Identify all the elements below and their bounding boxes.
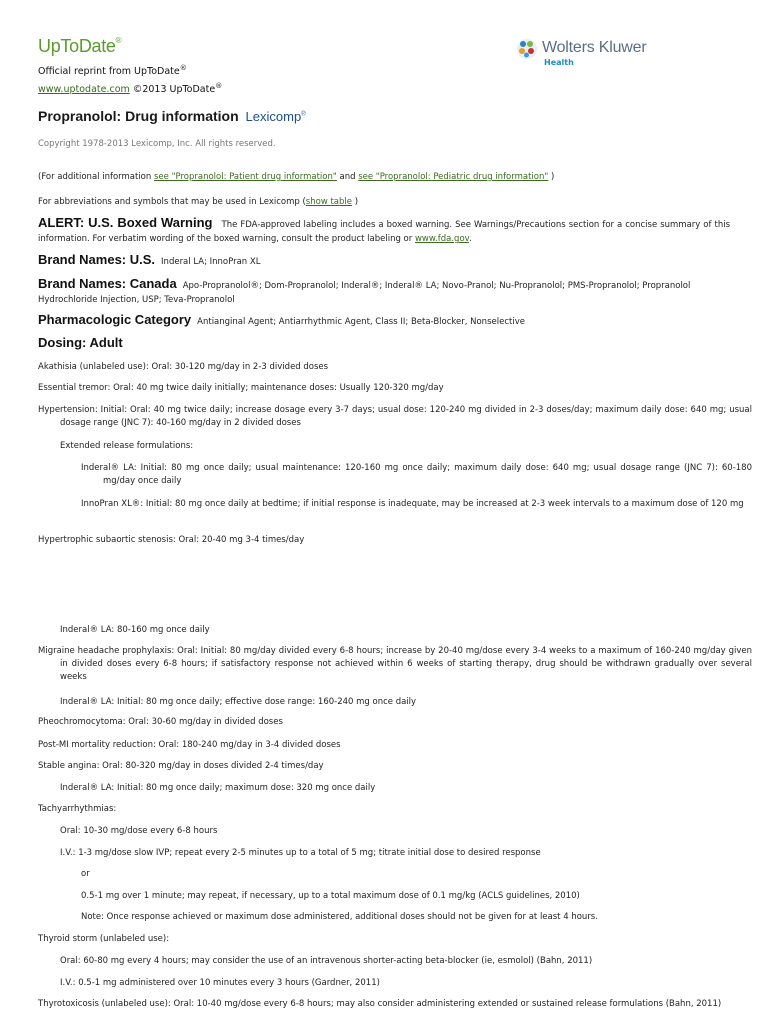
dose-thyroid-storm-iv: I.V.: 0.5-1 mg administered over 10 minutes every 3 hours (Gardner, 2011) [60,978,380,988]
alert-heading: ALERT: U.S. Boxed Warning [38,215,213,230]
dose-post-mi: Post-MI mortality reduction: Oral: 180-240 mg/day in 3-4 divided doses [38,740,341,750]
globe-icon [516,38,538,60]
dose-hypertension: Hypertension: Initial: Oral: 40 mg twice daily; increase dosage every 3-7 days; usual dose: 120-240 mg divided in 2-3 doses/day; maximum daily dose: 640 mg; usual dosage range (JNC 7): 40-160 mg/day in 2 divided doses [38,405,752,428]
dosing-adult-heading: Dosing: Adult [38,335,123,350]
dose-pheochromocytoma: Pheochromocytoma: Oral: 30-60 mg/day in divided doses [38,717,283,727]
dose-inderal-la-angina: Inderal® LA: Initial: 80 mg once daily; maximum dose: 320 mg once daily [60,783,376,793]
dose-thyrotoxicosis: Thyrotoxicosis (unlabeled use): Oral: 10-40 mg/dose every 6-8 hours; may also consider administering extended or sustained release formulations (Bahn, 2011) [38,999,722,1009]
dose-thyroid-storm: Thyroid storm (unlabeled use): [38,934,170,944]
dose-tachy-iv: I.V.: 1-3 mg/dose slow IVP; repeat every 2-5 minutes up to a total of 5 mg; titrate initial dose to desired response [60,848,541,858]
dose-tachy-oral: Oral: 10-30 mg/dose every 6-8 hours [60,826,218,836]
page-title: Propranolol: Drug information Lexicomp® [38,108,306,124]
dose-inderal-la-his: Inderal® LA: 80-160 mg once daily [60,625,210,635]
patient-info-link[interactable]: see "Propranolol: Patient drug information" [153,172,337,182]
dose-migraine: Migraine headache prophylaxis: Oral: Initial: 80 mg/day divided every 6-8 hours; increase by 20-40 mg/dose every 3-4 weeks to a maximum of 160-240 mg/day given in divided doses every 6-8 hours; if satisfactory response not achieved within 6 weeks of starting therapy, drug should be withdrawn gradually over several weeks [38,646,752,682]
show-table-link[interactable]: show table [305,197,352,207]
brand-us-heading: Brand Names: U.S. [38,252,156,267]
brand-canada-heading: Brand Names: Canada [38,276,177,291]
uptodate-site-link[interactable]: www.uptodate.com [38,84,130,96]
brand-names-us: Brand Names: U.S. Inderal LA; InnoPran XL [38,252,261,267]
dose-innopran-xl: InnoPran XL®: Initial: 80 mg once daily at bedtime; if initial response is inadequate, may be increased at 2-3 week intervals to a maximum dose of 120 mg [81,499,744,509]
additional-info: (For additional information see "Propranolol: Patient drug information" and see "Propranolol: Pediatric drug information" ) [38,172,555,182]
reprint-notice: Official reprint from UpToDate® www.uptodate.com ©2013 UpToDate® [38,64,223,96]
dose-or: or [81,869,90,879]
dose-essential-tremor: Essential tremor: Oral: 40 mg twice daily initially; maintenance doses: Usually 120-320 mg/day [38,383,444,393]
abbreviations-note: For abbreviations and symbols that may be used in Lexicomp (show table ) [38,197,359,207]
alert-section: ALERT: U.S. Boxed Warning The FDA-approved labeling includes a boxed warning. See Warnings/Precautions section for a concise summary of this information. For verbatim wording of the boxed warning, consult the product labeling or www.fda.gov. [38,215,731,244]
pediatric-info-link[interactable]: see "Propranolol: Pediatric drug information" [358,172,549,182]
pharmacologic-category: Pharmacologic Category Antianginal Agent; Antiarrhythmic Agent, Class II; Beta-Blocker, Nonselective [38,312,525,327]
dose-inderal-la-migraine: Inderal® LA: Initial: 80 mg once daily; effective dose range: 160-240 mg once daily [60,697,417,707]
dose-thyroid-storm-oral: Oral: 60-80 mg every 4 hours; may consider the use of an intravenous shorter-acting beta-blocker (ie, esmolol) (Bahn, 2011) [60,956,593,966]
dose-inderal-la-hypertension: Inderal® LA: Initial: 80 mg once daily; usual maintenance: 120-160 mg once daily; maximum daily dose: 640 mg; usual dosage range (JNC 7): 60-180 mg/day once daily [81,463,752,486]
extended-release-label: Extended release formulations: [60,441,194,451]
wolters-kluwer-logo: Wolters Kluwer Health [516,38,666,70]
dose-hypertrophic-stenosis: Hypertrophic subaortic stenosis: Oral: 20-40 mg 3-4 times/day [38,535,305,545]
fda-link[interactable]: www.fda.gov [414,234,470,244]
dose-tachy-iv-alt: 0.5-1 mg over 1 minute; may repeat, if necessary, up to a total maximum dose of 0.1 mg/kg (ACLS guidelines, 2010) [81,891,580,901]
dose-stable-angina: Stable angina: Oral: 80-320 mg/day in doses divided 2-4 times/day [38,761,324,771]
brand-names-canada: Brand Names: Canada Apo-Propranolol®; Dom-Propranolol; Inderal®; Inderal® LA; Novo-Pranol; Nu-Propranolol; PMS-Propranolol; Propranolol Hydrochloride Injection, USP; Teva-Propranolol [38,276,691,305]
dose-akathisia: Akathisia (unlabeled use): Oral: 30-120 mg/day in 2-3 divided doses [38,362,329,372]
lexicomp-logo: Lexicomp® [245,109,306,124]
pharm-category-heading: Pharmacologic Category [38,312,192,327]
lexicomp-copyright: Copyright 1978-2013 Lexicomp, Inc. All rights reserved. [38,139,276,149]
dose-tachy-note: Note: Once response achieved or maximum dose administered, additional doses should not be given for at least 4 hours. [81,912,598,922]
uptodate-logo: UpToDate® [38,36,122,56]
dose-tachyarrhythmias: Tachyarrhythmias: [38,804,117,814]
